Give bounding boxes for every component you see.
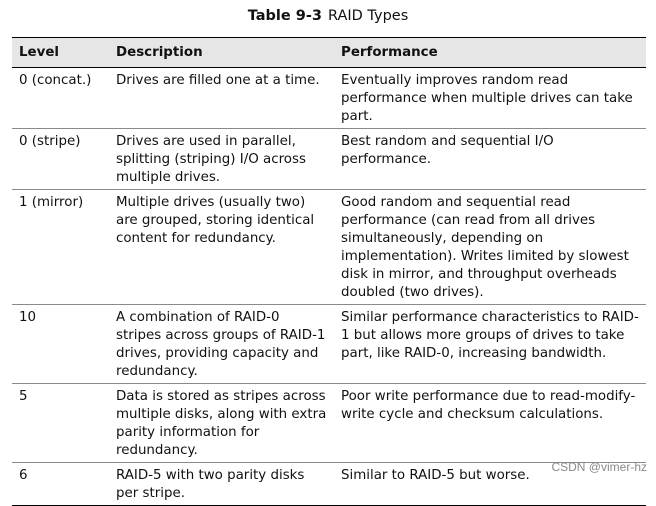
header-description: Description <box>116 45 203 60</box>
cell-performance: Poor write performance due to read-modify-write cycle and checksum calculations. <box>341 389 636 422</box>
cell-description: Drives are used in parallel, splitting (striping) I/O across multiple drives. <box>116 134 306 185</box>
table-row <box>12 384 646 463</box>
table-header <box>12 38 646 68</box>
cell-performance: Good random and sequential read performance (can read from all drives simultaneously, depending on implementation). Writes limited by slowest disk in mirror, and throughput overheads doubled (two drives). <box>341 195 629 300</box>
cell-level: 0 (stripe) <box>19 134 81 149</box>
cell-level: 0 (concat.) <box>19 73 92 88</box>
watermark: CSDN @vimer-hz <box>551 460 647 474</box>
table-title: RAID Types <box>327 8 409 24</box>
table-caption <box>0 6 656 26</box>
table-number: Table 9-3 <box>247 8 322 24</box>
cell-description: Multiple drives (usually two) are grouped, storing identical content for redundancy. <box>116 195 315 246</box>
cell-description: A combination of RAID-0 stripes across groups of RAID-1 drives, providing capacity and redundancy. <box>116 310 326 379</box>
cell-performance: Eventually improves random read performance when multiple drives can take part. <box>341 73 633 124</box>
table-row <box>12 68 646 129</box>
table-row <box>12 129 646 190</box>
cell-level: 6 <box>19 468 28 483</box>
cell-description: Data is stored as stripes across multiple disks, along with extra parity information for redundancy. <box>116 389 327 458</box>
raid-types-table <box>12 37 646 506</box>
header-row <box>12 38 646 68</box>
cell-description: RAID-5 with two parity disks per stripe. <box>116 468 305 501</box>
cell-description: Drives are filled one at a time. <box>116 73 320 88</box>
cell-level: 10 <box>19 310 37 325</box>
cell-performance: Best random and sequential I/O performance. <box>341 134 554 167</box>
header-level: Level <box>19 45 60 60</box>
table-row <box>12 305 646 384</box>
header-performance: Performance <box>341 45 438 60</box>
cell-performance: Similar to RAID-5 but worse. <box>341 468 530 483</box>
cell-level: 5 <box>19 389 28 404</box>
table-row <box>12 190 646 305</box>
cell-performance: Similar performance characteristics to RAID-1 but allows more groups of drives to take part, like RAID-0, increasing bandwidth. <box>341 310 639 361</box>
cell-level: 1 (mirror) <box>19 195 84 210</box>
table-body <box>12 68 646 506</box>
